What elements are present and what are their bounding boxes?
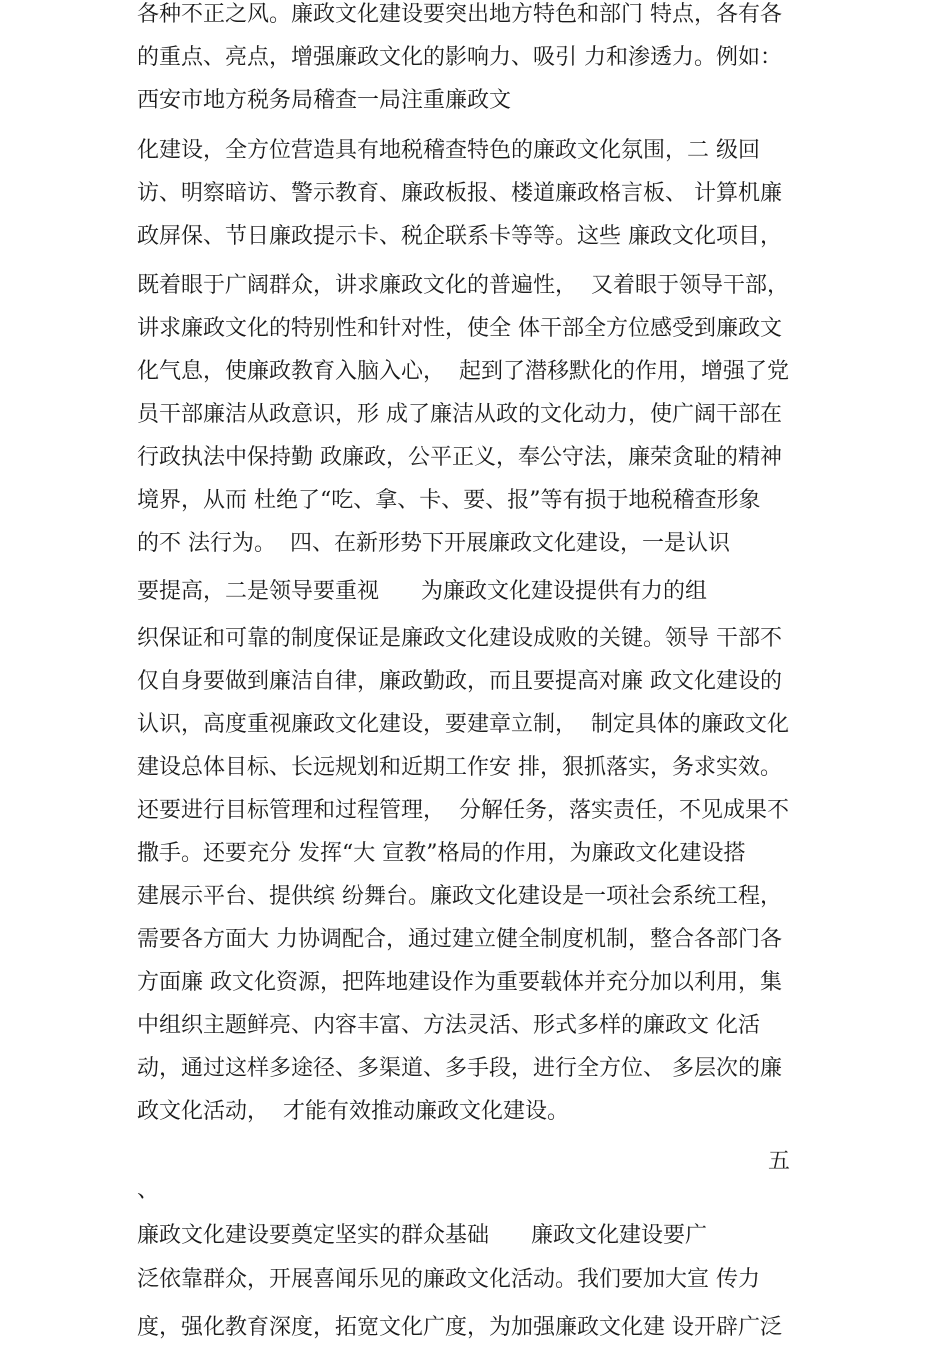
section-number: 五 — [767, 1149, 790, 1174]
text-line: 需要各方面大 力协调配合，通过建立健全制度机制，整合各部门各 — [137, 927, 782, 952]
text-line: 中组织主题鲜亮、内容丰富、方法灵活、形式多样的廉政文 化活 — [137, 1013, 760, 1038]
text-line: 还要进行目标管理和过程管理， 分解任务，落实责任，不见成果不 — [137, 798, 789, 823]
text-line: 仅自身要做到廉洁自律，廉政勤政，而且要提高对廉 政文化建设的 — [137, 669, 782, 694]
text-line: 撒手。还要充分 发挥“大 宣教”格局的作用，为廉政文化建设搭 — [137, 841, 746, 866]
text-line: 化气息，使廉政教育入脑入心， 起到了潜移默化的作用，增强了党 — [137, 359, 789, 384]
text-line: 政文化活动， 才能有效推动廉政文化建设。 — [137, 1099, 569, 1124]
text-line: 织保证和可靠的制度保证是廉政文化建设成败的关键。领导 干部不 — [137, 626, 782, 651]
text-line: 访、明察暗访、警示教育、廉政板报、楼道廉政格言板、 计算机廉 — [137, 181, 782, 206]
text-line: 行政执法中保持勤 政廉政，公平正义，奉公守法，廉荣贪耻的精神 — [137, 445, 782, 470]
text-line: 员干部廉洁从政意识，形 成了廉洁从政的文化动力，使广阔干部在 — [137, 402, 782, 427]
text-line: 动，通过这样多途径、多渠道、多手段，进行全方位、 多层次的廉 — [137, 1056, 782, 1081]
text-line: 认识，高度重视廉政文化建设，要建章立制， 制定具体的廉政文化 — [137, 712, 789, 737]
text-line: 建设总体目标、长远规划和近期工作安 排，狠抓落实，务求实效。 — [137, 755, 782, 780]
text-line: 度，强化教育深度，拓宽文化广度，为加强廉政文化建 设开辟广泛 — [137, 1315, 782, 1340]
section-number-mark: 、 — [137, 1178, 160, 1203]
text-line: 建展示平台、提供缤 纷舞台。廉政文化建设是一项社会系统工程， — [137, 884, 782, 909]
text-line: 境界，从而 杜绝了“吃、拿、卡、要、报”等有损于地税稽查形象 — [137, 488, 761, 513]
text-line: 方面廉 政文化资源，把阵地建设作为重要载体并充分加以利用，集 — [137, 970, 782, 995]
text-line: 政屏保、节日廉政提示卡、税企联系卡等等。这些 廉政文化项目， — [137, 224, 782, 249]
text-line: 要提高，二是领导要重视 为廉政文化建设提供有力的组 — [137, 579, 707, 604]
text-line: 的重点、亮点，增强廉政文化的影响力、吸引 力和渗透力。例如： — [137, 45, 782, 70]
text-line: 化建设，全方位营造具有地税稽查特色的廉政文化氛围，二 级回 — [137, 138, 760, 163]
text-line: 的不 法行为。 四、在新形势下开展廉政文化建设，一是认识 — [137, 531, 730, 556]
text-line: 泛依靠群众，开展喜闻乐见的廉政文化活动。我们要加大宣 传力 — [137, 1267, 760, 1292]
text-line: 各种不正之风。廉政文化建设要突出地方特色和部门 特点，各有各 — [137, 2, 782, 27]
text-line: 既着眼于广阔群众，讲求廉政文化的普遍性， 又着眼于领导干部， — [137, 273, 789, 298]
text-line: 讲求廉政文化的特别性和针对性，使全 体干部全方位感受到廉政文 — [137, 316, 782, 341]
text-line: 西安市地方税务局稽查一局注重廉政文 — [137, 88, 512, 113]
section-heading-line: 廉政文化建设要奠定坚实的群众基础 廉政文化建设要广 — [137, 1223, 707, 1248]
